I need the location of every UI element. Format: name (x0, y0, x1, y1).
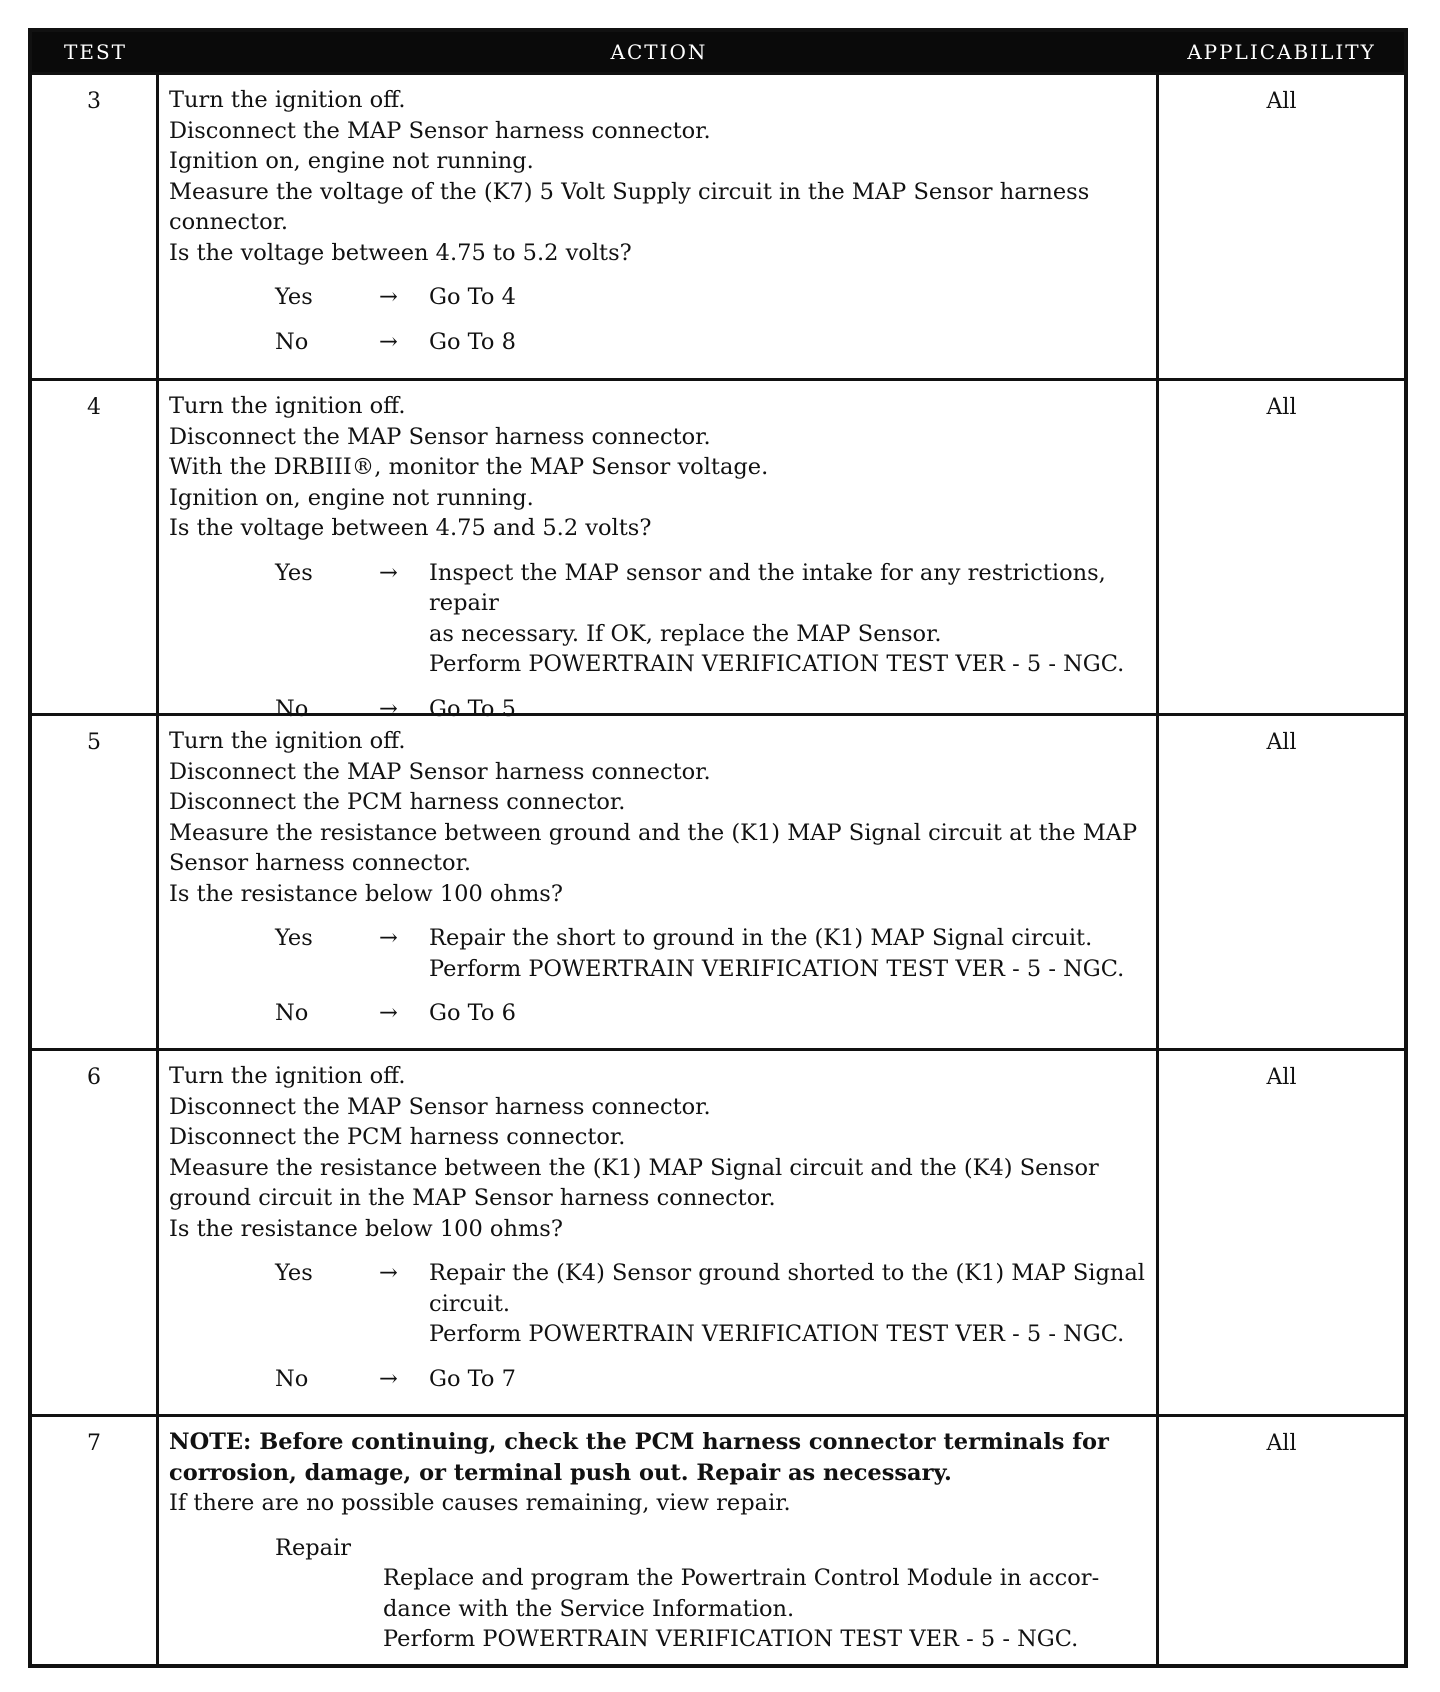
no-label: No (275, 1365, 309, 1392)
action-line: Turn the ignition off. (169, 1063, 406, 1089)
action-line: Disconnect the PCM harness connector. (169, 1124, 626, 1150)
yes-branch (169, 923, 1148, 984)
action-line: Is the voltage between 4.75 and 5.2 volts? (169, 515, 652, 541)
no-label: No (275, 1000, 309, 1026)
arrow-icon: → (379, 695, 398, 722)
note-line: corrosion, damage, or terminal push out. Repair as necessary. (169, 1459, 952, 1486)
applicability-value: All (1266, 1431, 1297, 1456)
arrow-icon: → (379, 1365, 398, 1392)
branch-result: as necessary. If OK, replace the MAP Sensor. (429, 620, 942, 647)
branch-result: Perform POWERTRAIN VERIFICATION TEST VER - 5 - NGC. (429, 1321, 1125, 1347)
action-line: Disconnect the MAP Sensor harness connector. (169, 758, 711, 785)
test-number: 6 (32, 1051, 159, 1414)
action-line: Measure the resistance between the (K1) MAP Signal circuit and the (K4) Sensor (169, 1154, 1099, 1181)
header-test: TEST (64, 40, 127, 64)
no-branch (169, 1364, 1148, 1395)
action-line: Turn the ignition off. (169, 393, 406, 419)
action-cell (159, 1051, 1159, 1414)
action-line: connector. (169, 209, 289, 235)
yes-branch (169, 282, 1148, 313)
branch-result: circuit. (429, 1290, 511, 1317)
table-row (32, 1414, 1404, 1666)
branch-result: Go To 5 (429, 695, 516, 722)
no-label: No (275, 695, 309, 722)
repair-label: Repair (275, 1534, 352, 1561)
yes-label: Yes (275, 284, 313, 310)
arrow-icon: → (379, 559, 398, 586)
branch-result: Go To 4 (429, 284, 516, 310)
action-line: Is the resistance below 100 ohms? (169, 880, 563, 907)
branch-result: Repair the (K4) Sensor ground shorted to the (K1) MAP Signal (429, 1260, 1145, 1286)
action-cell (159, 75, 1159, 378)
repair-line: Perform POWERTRAIN VERIFICATION TEST VER - 5 - NGC. (383, 1626, 1079, 1652)
action-cell (159, 381, 1159, 732)
action-line: Disconnect the MAP Sensor harness connector. (169, 1093, 711, 1120)
action-line: Is the resistance below 100 ohms? (169, 1215, 563, 1242)
action-line: If there are no possible causes remaining, view repair. (169, 1490, 791, 1516)
action-line: Measure the voltage of the (K7) 5 Volt Supply circuit in the MAP Sensor harness (169, 178, 1090, 205)
branch-result: Go To 6 (429, 1000, 516, 1026)
header-action: ACTION (610, 40, 708, 64)
branch-result: Go To 8 (429, 328, 516, 355)
arrow-icon: → (379, 1260, 398, 1286)
branch-result: Go To 7 (429, 1365, 516, 1392)
yes-label: Yes (275, 925, 313, 951)
applicability-value: All (1266, 395, 1297, 420)
repair-line: dance with the Service Information. (383, 1595, 795, 1622)
action-line: Sensor harness connector. (169, 850, 472, 876)
table-row (32, 713, 1404, 1048)
test-number: 7 (32, 1417, 159, 1666)
branch-result: Perform POWERTRAIN VERIFICATION TEST VER - 5 - NGC. (429, 955, 1125, 982)
table-row (32, 1048, 1404, 1414)
branch-result: Inspect the MAP sensor and the intake for any restrictions, repair (429, 559, 1106, 616)
diagnostic-test-table (28, 28, 1408, 1668)
table-row (32, 72, 1404, 378)
arrow-icon: → (379, 1000, 398, 1026)
action-line: Disconnect the MAP Sensor harness connector. (169, 423, 711, 450)
action-line: Disconnect the PCM harness connector. (169, 789, 626, 815)
table-header (32, 32, 1404, 72)
applicability-value: All (1266, 1065, 1297, 1090)
action-line: ground circuit in the MAP Sensor harness connector. (169, 1185, 776, 1211)
action-line: Ignition on, engine not running. (169, 148, 534, 174)
repair-line: Replace and program the Powertrain Control Module in accor- (383, 1565, 1100, 1591)
applicability-value: All (1266, 89, 1297, 114)
yes-label: Yes (275, 1260, 313, 1286)
action-line: Disconnect the MAP Sensor harness connector. (169, 117, 711, 144)
action-line: Is the voltage between 4.75 to 5.2 volts? (169, 239, 632, 266)
repair-body (169, 1563, 1148, 1655)
test-number: 3 (32, 75, 159, 378)
arrow-icon: → (379, 925, 398, 951)
action-line: Ignition on, engine not running. (169, 484, 534, 511)
yes-label: Yes (275, 559, 313, 586)
branch-result: Perform POWERTRAIN VERIFICATION TEST VER - 5 - NGC. (429, 651, 1125, 677)
note-line: NOTE: Before continuing, check the PCM harness connector terminals for (169, 1429, 1109, 1455)
action-line: Measure the resistance between ground and the (K1) MAP Signal circuit at the MAP (169, 819, 1138, 846)
no-branch (169, 327, 1148, 358)
action-line: With the DRBIII®, monitor the MAP Sensor voltage. (169, 454, 769, 480)
arrow-icon: → (379, 328, 398, 355)
table-row (32, 378, 1404, 722)
test-number: 4 (32, 381, 159, 732)
yes-branch (169, 1258, 1148, 1350)
yes-branch (169, 558, 1148, 680)
test-number: 5 (32, 716, 159, 1048)
applicability-value: All (1266, 730, 1297, 755)
action-line: Turn the ignition off. (169, 728, 406, 754)
branch-result: Repair the short to ground in the (K1) MAP Signal circuit. (429, 925, 1093, 951)
header-applicability: APPLICABILITY (1187, 40, 1376, 64)
no-branch (169, 998, 1148, 1029)
action-cell (159, 716, 1159, 1048)
action-line: Turn the ignition off. (169, 87, 406, 113)
no-label: No (275, 328, 309, 355)
arrow-icon: → (379, 284, 398, 310)
action-cell (159, 1417, 1159, 1666)
